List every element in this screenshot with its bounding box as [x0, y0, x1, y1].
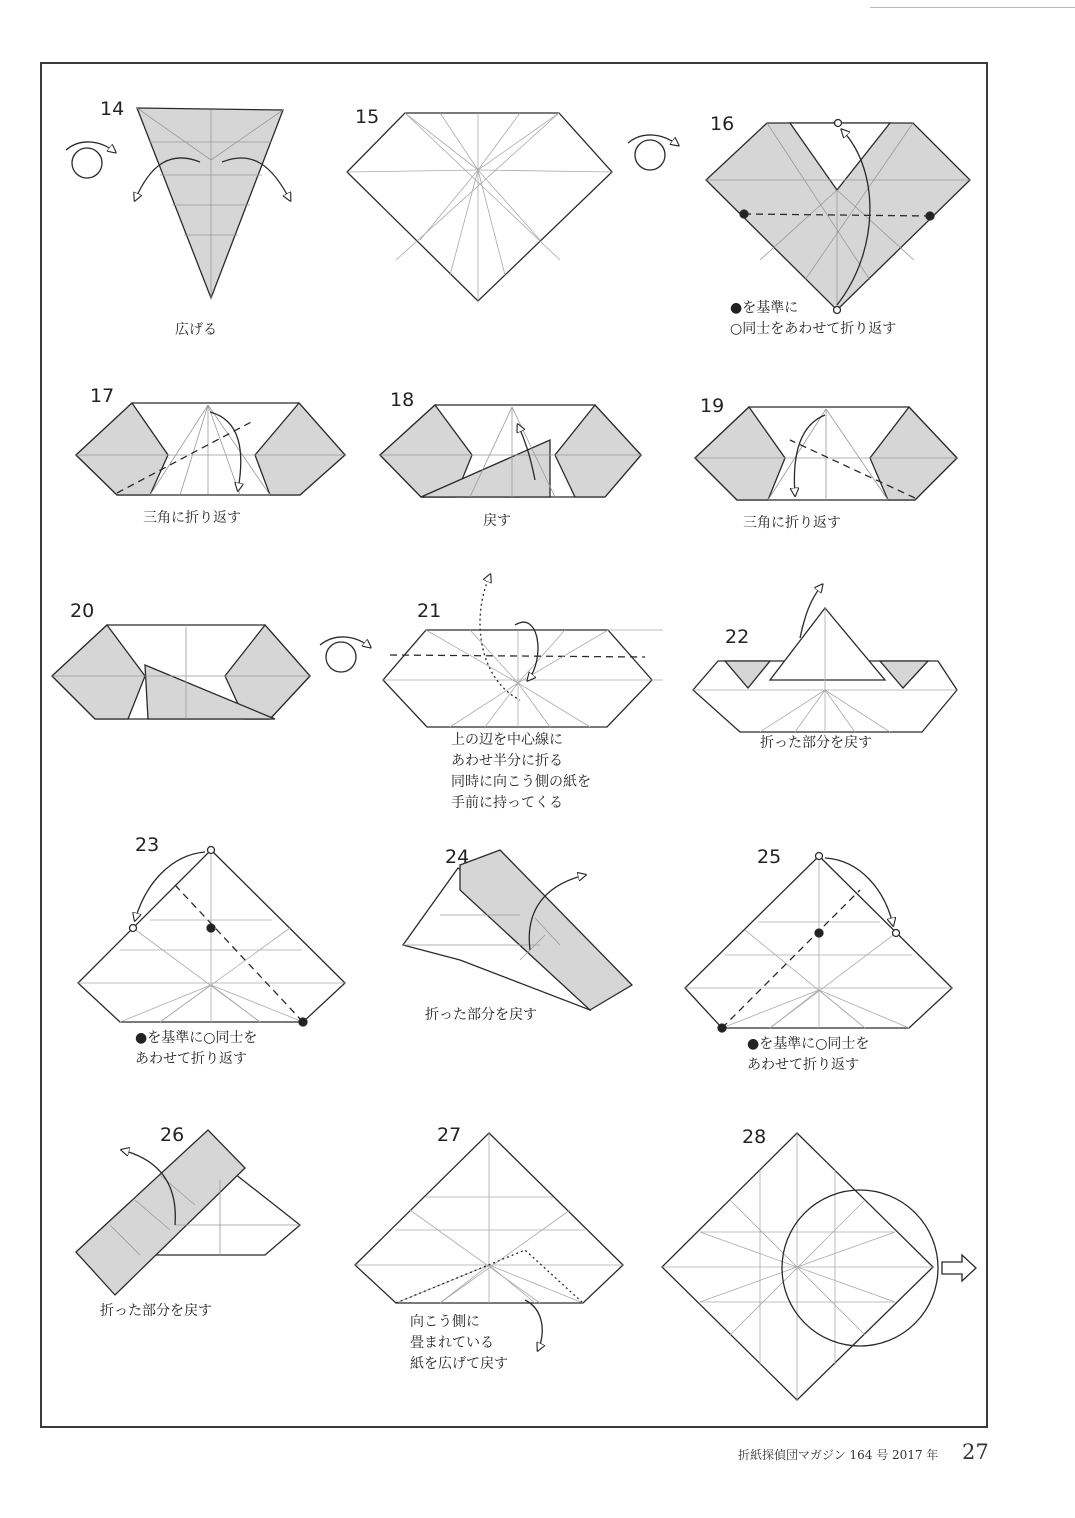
step-27-caption: 向こう側に 畳まれている 紙を広げて戻す: [410, 1314, 508, 1372]
step-28-number: 28: [742, 1126, 767, 1148]
step-16-caption: ●を基準に ○同士をあわせて折り返す: [730, 300, 897, 337]
step-15-number: 15: [355, 106, 380, 128]
magazine-footer: 折紙探偵団マガジン 164 号 2017 年: [738, 1448, 939, 1462]
step-16-diagram: [706, 120, 970, 314]
step-16-number: 16: [710, 113, 735, 135]
turn-over-icon: [72, 148, 102, 178]
step-22-caption: 折った部分を戻す: [760, 735, 872, 751]
step-21-diagram: [383, 575, 663, 727]
step-22-number: 22: [725, 626, 750, 648]
step-25-caption: ●を基準に○同士を あわせて折り返す: [747, 1036, 870, 1073]
step-25-number: 25: [757, 846, 782, 868]
step-26-number: 26: [160, 1124, 185, 1146]
step-17-diagram: [76, 403, 345, 495]
step-19-diagram: [695, 407, 957, 500]
step-23-diagram: [78, 847, 345, 1027]
page-number: 27: [962, 1440, 989, 1464]
next-arrow-icon: [942, 1255, 976, 1281]
step-18-diagram: [380, 405, 641, 497]
step-22-diagram: [693, 585, 957, 732]
step-19-caption: 三角に折り返す: [743, 515, 841, 531]
zoom-circle: [782, 1190, 938, 1346]
step-20-number: 20: [70, 600, 95, 622]
step-27-number: 27: [437, 1124, 462, 1146]
step-24-diagram: [403, 850, 632, 1010]
step-26-diagram: [76, 1130, 300, 1295]
step-15-diagram: [347, 113, 678, 301]
step-21-caption: 上の辺を中心線に あわせ半分に折る 同時に向こう側の紙を 手前に持ってくる: [451, 732, 591, 811]
step-25-diagram: [685, 853, 952, 1033]
step-28-diagram: [662, 1133, 976, 1400]
step-23-number: 23: [135, 834, 160, 856]
step-23-caption: ●を基準に○同士を あわせて折り返す: [135, 1030, 258, 1067]
step-19-number: 19: [700, 395, 725, 417]
turn-over-icon: [635, 140, 665, 170]
step-21-number: 21: [417, 600, 442, 622]
step-14-diagram: [66, 108, 290, 298]
step-20-diagram: [52, 625, 370, 719]
step-14-number: 14: [100, 98, 125, 120]
step-24-caption: 折った部分を戻す: [425, 1007, 537, 1023]
step-17-caption: 三角に折り返す: [143, 510, 241, 526]
step-26-caption: 折った部分を戻す: [100, 1303, 212, 1319]
step-24-number: 24: [445, 846, 470, 868]
step-14-caption: 広げる: [175, 322, 217, 338]
step-18-number: 18: [390, 389, 415, 411]
turn-over-icon: [326, 642, 356, 672]
step-17-number: 17: [90, 385, 115, 407]
step-18-caption: 戻す: [483, 513, 511, 529]
